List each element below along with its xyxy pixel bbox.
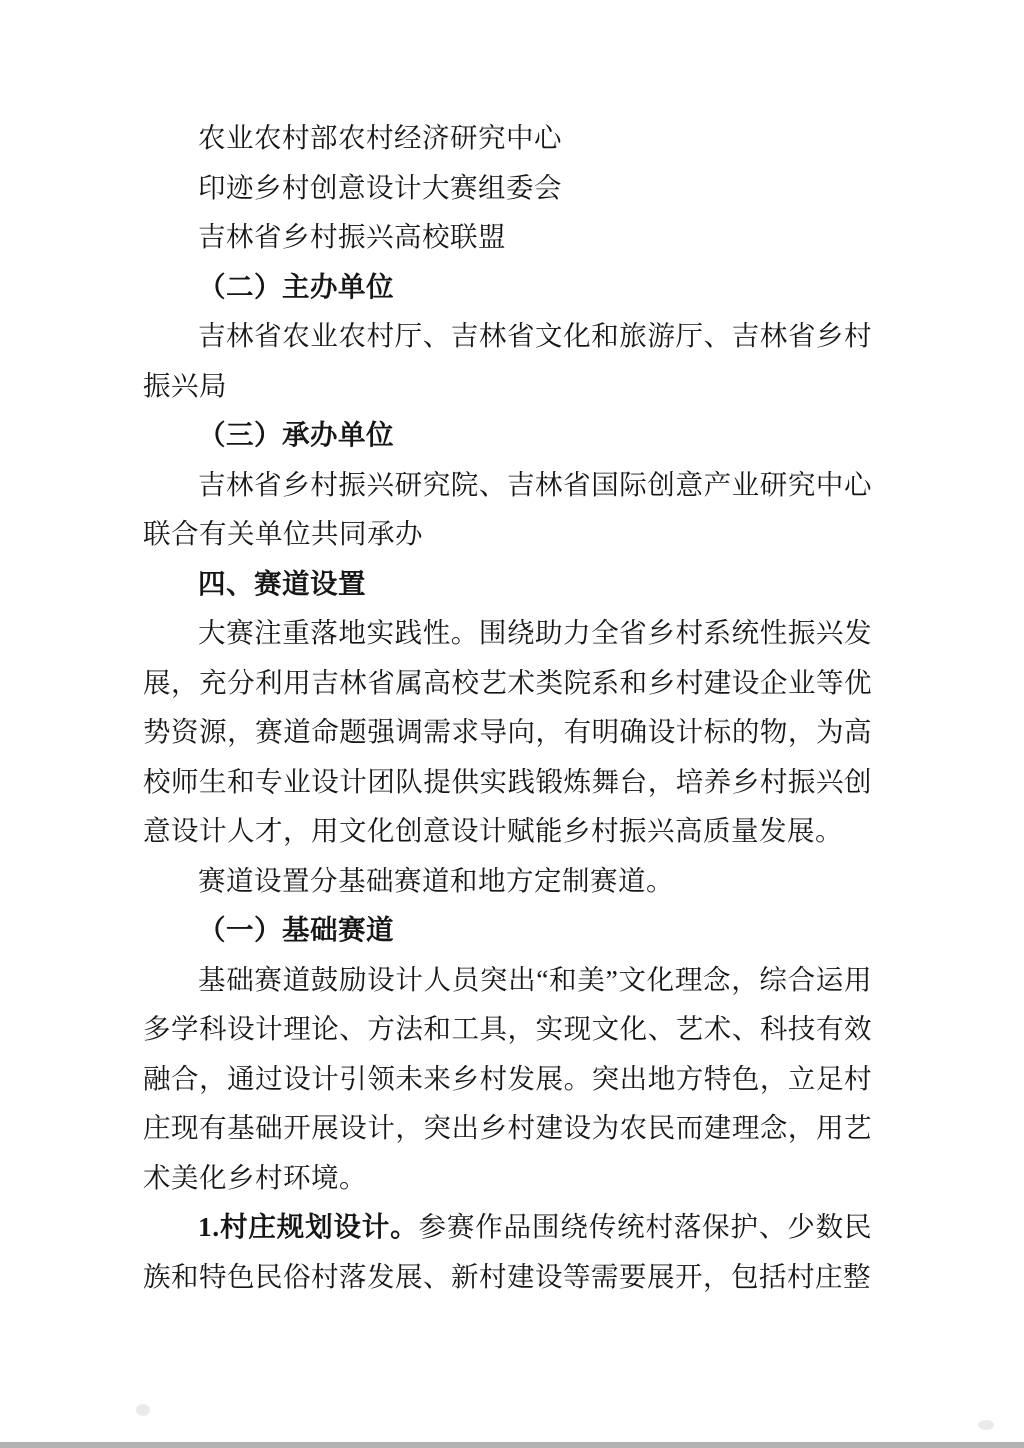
paragraph-basic-track-description: 基础赛道鼓励设计人员突出“和美”文化理念，综合运用多学科设计理论、方法和工具，实现文化、艺术、科技有效融合，通过设计引领未来乡村发展。突出地方特色，立足村庄现有基础开展设计，突出乡村建设为农民而建理念，用艺术美化乡村环境。 [143,963,872,1193]
scan-smudge [136,1404,150,1416]
scanner-edge-strip [0,1442,1024,1448]
heading-host-units: （二）主办单位 [198,270,394,302]
organizer-line-3: 吉林省乡村振兴高校联盟 [198,221,506,252]
paragraph-track-types: 赛道设置分基础赛道和地方定制赛道。 [198,864,674,896]
village-planning-text: 参赛作品围绕传统村落保护、少数民族和特色民俗村落发展、新村建设等需要展开，包括村庄整 [143,1211,873,1292]
heading-basic-track: （一）基础赛道 [198,914,394,945]
village-planning-lead: 1.村庄规划设计。 [198,1211,419,1242]
heading-undertaking-units: （三）承办单位 [198,419,394,450]
scan-smudge [978,1420,994,1430]
paragraph-village-planning [143,1202,872,1301]
document-content [143,113,872,1301]
paragraph-track-overview: 大赛注重落地实践性。围绕助力全省乡村系统性振兴发展，充分利用吉林省属高校艺术类院系和乡村建设企业等优势资源，赛道命题强调需求导向，有明确设计标的物，为高校师生和专业设计团队提供实践锻炼舞台，培养乡村振兴创意设计人才，用文化创意设计赋能乡村振兴高质量发展。 [143,617,872,846]
paragraph-host-units: 吉林省农业农村厅、吉林省文化和旅游厅、吉林省乡村振兴局 [143,320,872,401]
organizer-line-2: 印迹乡村创意设计大赛组委会 [198,171,562,203]
heading-section-4-track-setup: 四、赛道设置 [198,567,366,599]
organizer-line-1: 农业农村部农村经济研究中心 [198,122,562,153]
paragraph-undertaking-units: 吉林省乡村振兴研究院、吉林省国际创意产业研究中心联合有关单位共同承办 [143,468,872,549]
